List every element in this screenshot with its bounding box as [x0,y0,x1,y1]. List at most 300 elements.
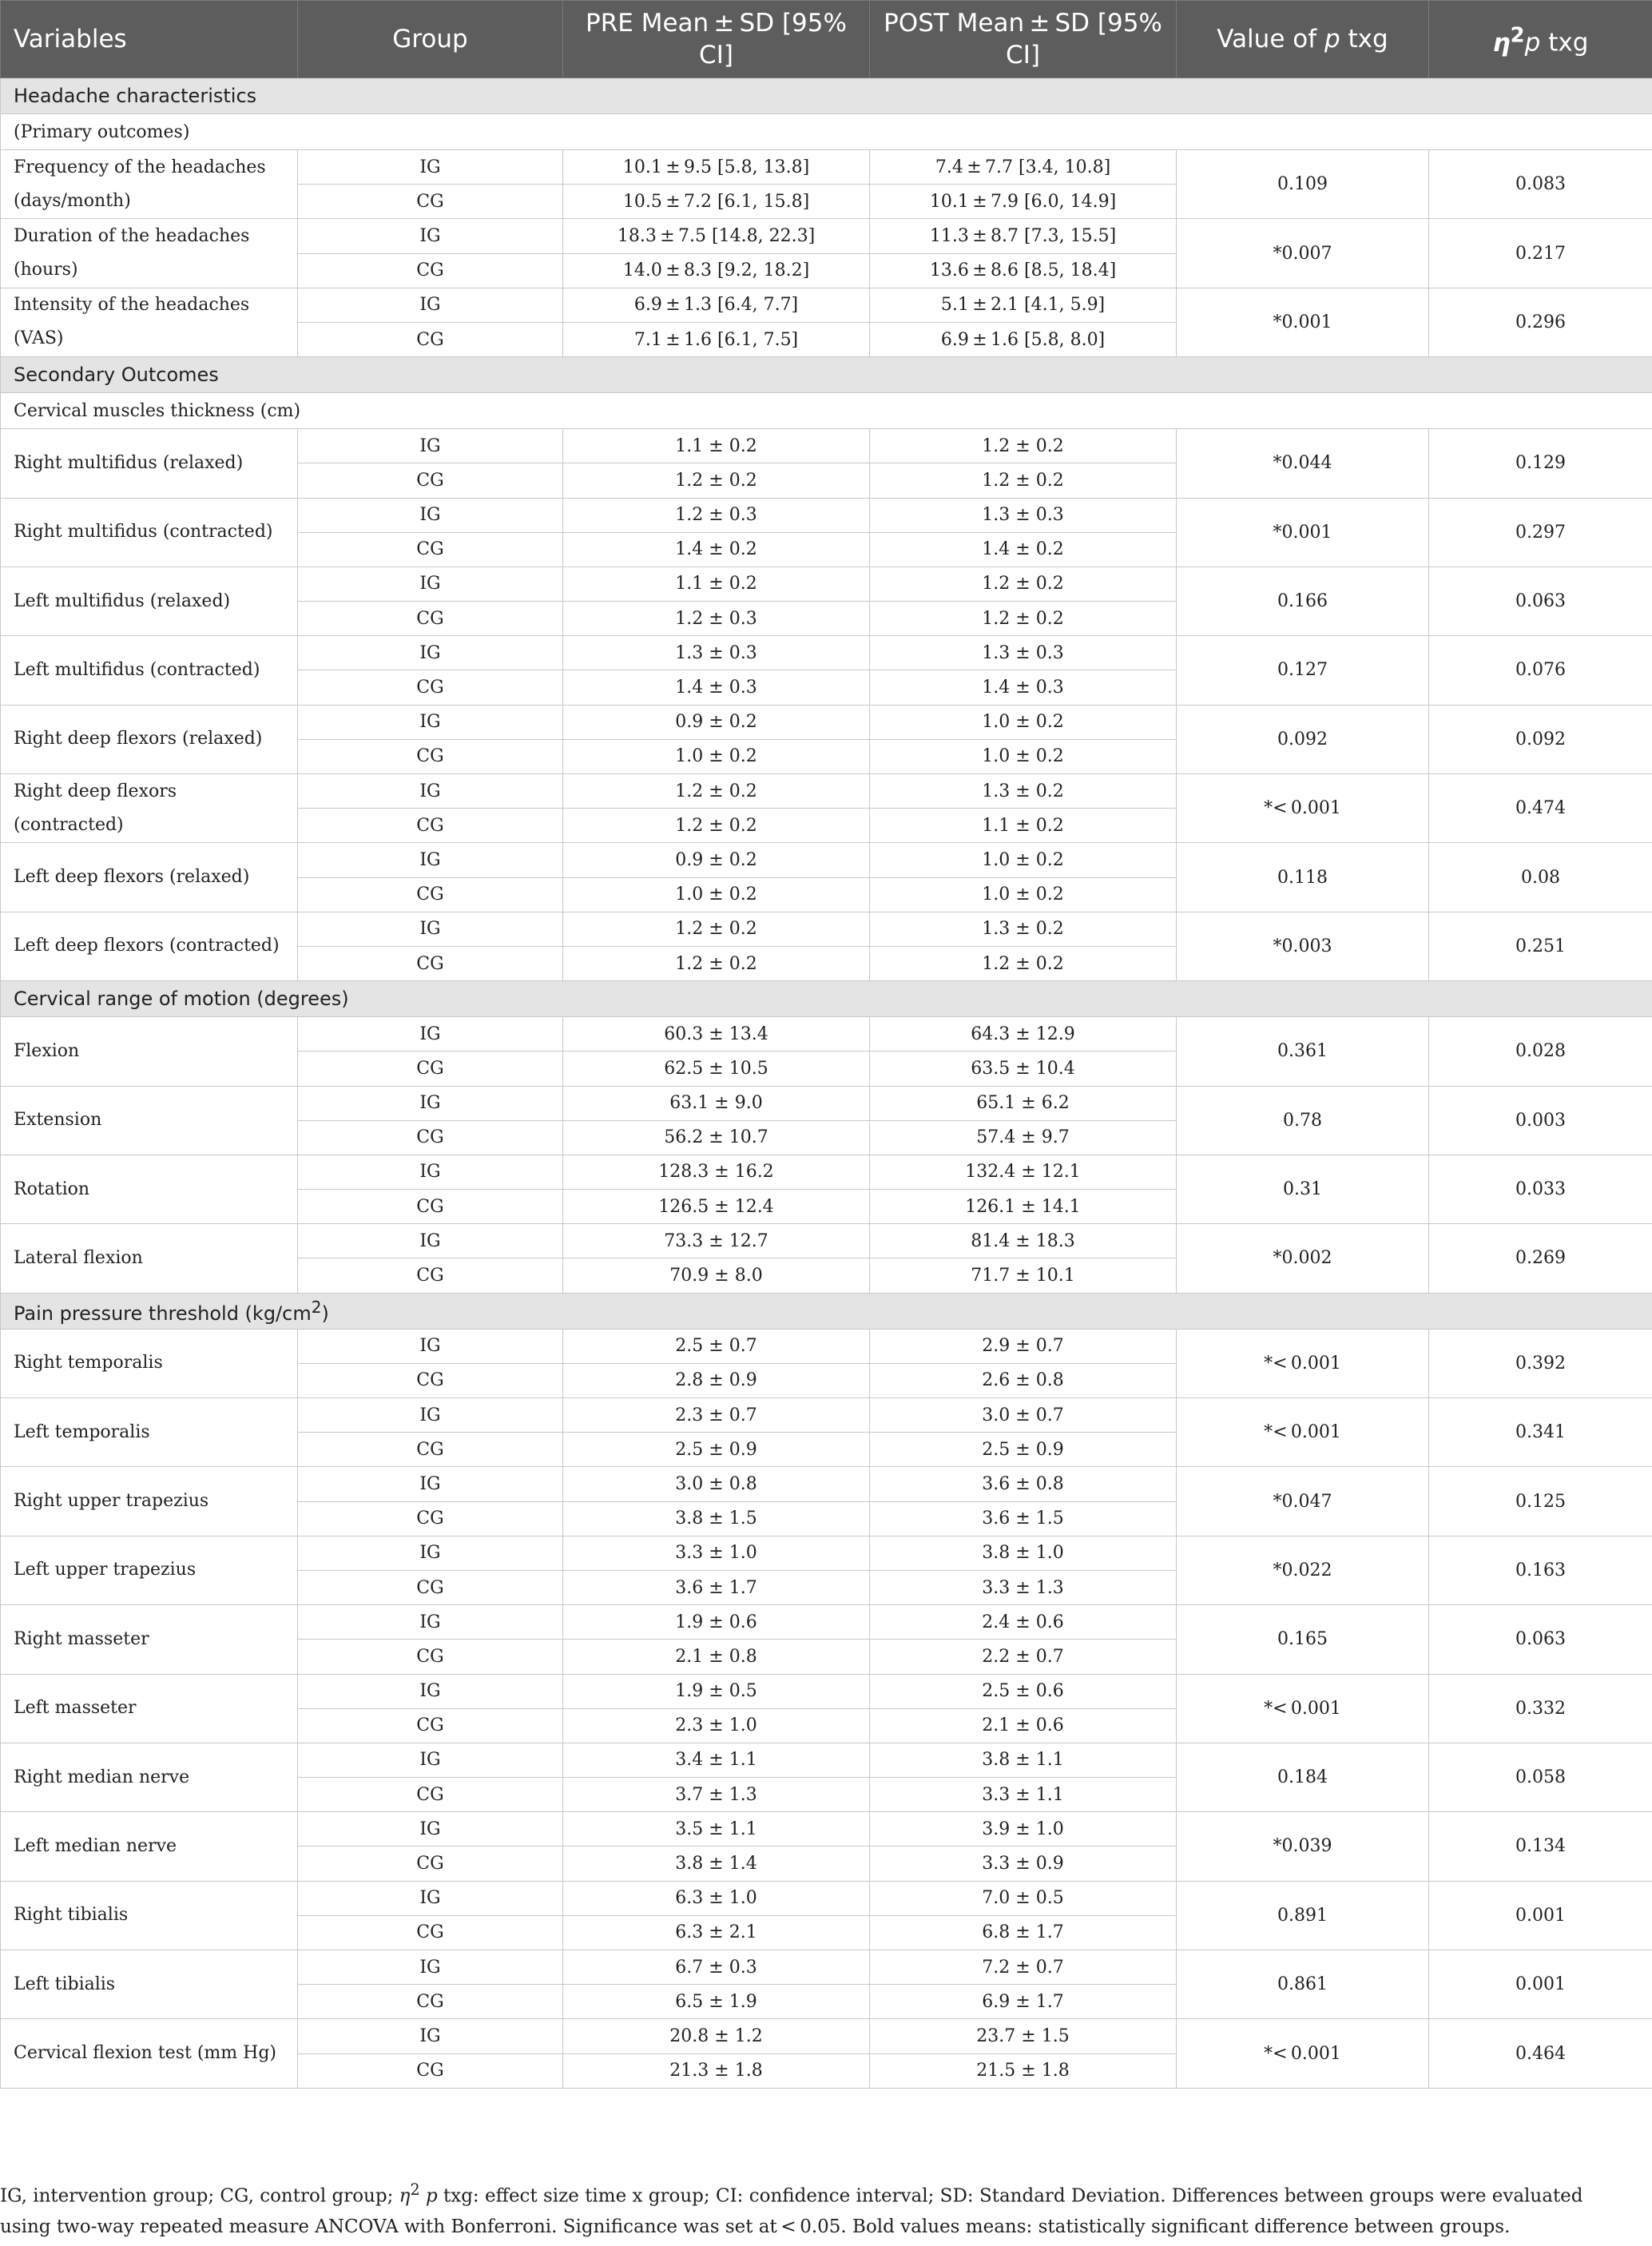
significance-marker: * [1273,1248,1282,1269]
post-value-cg: 2.1 ± 0.6 [870,1708,1177,1743]
post-value-ig: 7.2 ± 0.7 [870,1950,1177,1985]
variable-name: Left upper trapezius [1,1536,298,1604]
subsection-title: (Primary outcomes) [1,114,1652,150]
significance-marker: * [1273,1491,1282,1512]
variable-name: Left masseter [1,1674,298,1743]
section-title [1,981,1652,1017]
pre-value-ig: 18.3 ± 7.5 [14.8, 22.3] [563,219,870,253]
pre-value-cg: 1.2 ± 0.2 [563,463,870,498]
effect-size: 0.296 [1429,288,1652,356]
pre-value-cg: 2.8 ± 0.9 [563,1363,870,1397]
significance-marker: * [1273,453,1282,474]
effect-size: 0.001 [1429,1881,1652,1950]
pre-value-ig: 1.1 ± 0.2 [563,566,870,601]
post-value-ig: 1.2 ± 0.2 [870,429,1177,463]
p-value-text: 0.092 [1277,729,1328,749]
group-cg: CG [298,532,563,566]
post-value-ig: 64.3 ± 12.9 [870,1017,1177,1051]
post-value-cg: 1.0 ± 0.2 [870,877,1177,912]
header-pre: PRE Mean ± SD [95% CI] [563,1,870,78]
post-value-cg: 3.3 ± 1.1 [870,1778,1177,1812]
p-value [1177,1467,1429,1536]
pre-value-ig: 3.3 ± 1.0 [563,1536,870,1570]
effect-size: 0.392 [1429,1329,1652,1397]
p-value [1177,1398,1429,1467]
variable-name: Right temporalis [1,1329,298,1397]
post-value-ig: 1.2 ± 0.2 [870,566,1177,601]
post-value-cg: 1.2 ± 0.2 [870,946,1177,980]
group-cg: CG [298,253,563,288]
pre-value-ig: 0.9 ± 0.2 [563,843,870,877]
pre-value-cg: 6.5 ± 1.9 [563,1985,870,2019]
p-value-text: 0.31 [1283,1179,1322,1200]
p-value-text: < 0.001 [1273,1422,1341,1443]
variable-name: Extension [1,1086,298,1155]
effect-size: 0.297 [1429,498,1652,566]
pre-value-cg: 56.2 ± 10.7 [563,1120,870,1155]
post-value-cg: 1.4 ± 0.3 [870,670,1177,705]
table-row [1,705,1652,739]
effect-size: 0.003 [1429,1086,1652,1155]
effect-size: 0.464 [1429,2019,1652,2088]
group-cg: CG [298,1708,563,1743]
p-value-text: 0.165 [1277,1629,1328,1650]
pre-value-ig: 2.3 ± 0.7 [563,1398,870,1433]
group-cg: CG [298,739,563,773]
section-header-row [1,1293,1652,1329]
group-ig: IG [298,1398,563,1433]
group-cg: CG [298,1501,563,1536]
post-value-cg: 71.7 ± 10.1 [870,1258,1177,1293]
group-cg: CG [298,1846,563,1881]
pre-value-cg: 14.0 ± 8.3 [9.2, 18.2] [563,253,870,288]
group-cg: CG [298,1433,563,1467]
post-value-cg: 1.0 ± 0.2 [870,739,1177,773]
pre-value-cg: 3.8 ± 1.4 [563,1846,870,1881]
variable-name: Duration of the headaches (hours) [1,219,298,288]
post-value-ig: 3.6 ± 0.8 [870,1467,1177,1501]
pre-value-cg: 126.5 ± 12.4 [563,1190,870,1224]
effect-size: 0.129 [1429,429,1652,498]
group-ig: IG [298,566,563,601]
significance-marker: * [1273,1560,1282,1580]
post-value-cg: 3.3 ± 0.9 [870,1846,1177,1881]
p-value-text: 0.127 [1277,660,1328,681]
p-value [1177,1812,1429,1881]
table-footnote: IG, intervention group; CG, control group; $\eta^2$ p txg: effect size time x group; CI: confidence interval; SD: Standard Deviation. Differences between groups were evaluated using two-way repeated measure ANCOVA with Bonferroni. Significance was set at < 0.05. Bold values means: statistically significant difference between groups. [0,2180,1583,2237]
group-ig: IG [298,774,563,809]
p-value [1177,636,1429,705]
p-value-text: < 0.001 [1273,1698,1341,1719]
pre-value-ig: 0.9 ± 0.2 [563,705,870,739]
post-value-ig: 23.7 ± 1.5 [870,2019,1177,2053]
group-ig: IG [298,2019,563,2053]
group-cg: CG [298,809,563,843]
significance-marker: * [1264,1698,1273,1719]
variable-name: Lateral flexion [1,1224,298,1293]
group-ig: IG [298,636,563,670]
section-header-row [1,357,1652,393]
pre-value-cg: 6.3 ± 2.1 [563,1915,870,1950]
pre-value-ig: 60.3 ± 13.4 [563,1017,870,1051]
p-value-text: 0.891 [1277,1905,1328,1926]
post-value-ig: 3.8 ± 1.1 [870,1743,1177,1777]
p-value-text: 0.039 [1281,1836,1332,1857]
pre-value-ig: 3.4 ± 1.1 [563,1743,870,1777]
group-ig: IG [298,1329,563,1363]
section-title [1,1293,1652,1329]
effect-size: 0.076 [1429,636,1652,705]
post-value-cg: 2.2 ± 0.7 [870,1640,1177,1674]
effect-size: 0.217 [1429,219,1652,288]
group-ig: IG [298,498,563,532]
variable-name: Left temporalis [1,1398,298,1467]
group-cg: CG [298,2053,563,2088]
effect-size: 0.332 [1429,1674,1652,1743]
significance-marker: * [1264,1353,1273,1373]
p-value-text: 0.361 [1277,1041,1328,1062]
post-value-ig: 1.0 ± 0.2 [870,705,1177,739]
header-pvalue: Value of p txg [1177,1,1429,78]
p-value-text: 0.861 [1277,1974,1328,1995]
table-row [1,1950,1652,1985]
group-ig: IG [298,1017,563,1051]
effect-size: 0.251 [1429,912,1652,980]
post-value-cg: 1.2 ± 0.2 [870,602,1177,636]
post-value-ig: 1.3 ± 0.2 [870,912,1177,946]
post-value-cg: 1.4 ± 0.2 [870,532,1177,566]
post-value-ig: 1.3 ± 0.3 [870,498,1177,532]
p-value-text: 0.047 [1281,1491,1332,1512]
pre-value-cg: 2.1 ± 0.8 [563,1640,870,1674]
pre-value-cg: 1.2 ± 0.2 [563,946,870,980]
variable-name: Intensity of the headaches (VAS) [1,288,298,356]
pre-value-cg: 2.3 ± 1.0 [563,1708,870,1743]
table-row [1,1224,1652,1258]
table-row [1,498,1652,532]
table-row [1,2019,1652,2053]
post-value-ig: 2.9 ± 0.7 [870,1329,1177,1363]
pre-value-cg: 7.1 ± 1.6 [6.1, 7.5] [563,322,870,356]
pre-value-ig: 6.3 ± 1.0 [563,1881,870,1915]
group-ig: IG [298,1467,563,1501]
pre-value-ig: 1.2 ± 0.3 [563,498,870,532]
section-title [1,357,1652,393]
subsection-title: Cervical muscles thickness (cm) [1,393,1652,429]
post-value-cg: 6.9 ± 1.6 [5.8, 8.0] [870,322,1177,356]
post-value-cg: 3.6 ± 1.5 [870,1501,1177,1536]
group-cg: CG [298,1570,563,1604]
variable-name: Frequency of the headaches (days/month) [1,150,298,219]
section-title-text: Headache characteristics [14,85,257,107]
pre-value-ig: 2.5 ± 0.7 [563,1329,870,1363]
table-body [1,78,1652,2089]
table-row [1,1743,1652,1777]
p-value-text: < 0.001 [1273,1353,1341,1373]
header-eta: $\eta^2p$ txg [1429,1,1652,78]
post-value-cg: 6.8 ± 1.7 [870,1915,1177,1950]
post-value-ig: 3.0 ± 0.7 [870,1398,1177,1433]
p-value-text: < 0.001 [1273,2043,1341,2064]
p-value-text: 0.044 [1281,453,1332,474]
post-value-ig: 1.3 ± 0.3 [870,636,1177,670]
post-value-cg: 6.9 ± 1.7 [870,1985,1177,2019]
p-value [1177,429,1429,498]
post-value-ig: 2.5 ± 0.6 [870,1674,1177,1708]
table-row [1,1674,1652,1708]
table-row [1,1155,1652,1189]
variable-name: Right multifidus (contracted) [1,498,298,566]
p-value-text: 0.001 [1281,522,1332,543]
group-ig: IG [298,1743,563,1777]
section-title [1,78,1652,114]
group-cg: CG [298,1778,563,1812]
effect-size: 0.058 [1429,1743,1652,1811]
variable-name: Left multifidus (contracted) [1,636,298,705]
section-header-row [1,981,1652,1017]
table-row [1,429,1652,463]
p-value [1177,1881,1429,1950]
pre-value-cg: 2.5 ± 0.9 [563,1433,870,1467]
pre-value-ig: 20.8 ± 1.2 [563,2019,870,2053]
significance-marker: * [1264,1422,1273,1443]
header-post: POST Mean ± SD [95% CI] [870,1,1177,78]
table-row [1,1398,1652,1433]
table-row [1,1086,1652,1120]
variable-name: Right tibialis [1,1881,298,1950]
pre-value-ig: 3.5 ± 1.1 [563,1812,870,1846]
group-ig: IG [298,1812,563,1846]
group-cg: CG [298,463,563,498]
p-value [1177,774,1429,843]
p-value-text: 0.002 [1281,1248,1332,1269]
significance-marker: * [1273,243,1282,264]
table-row [1,636,1652,670]
variable-name: Right deep flexors (contracted) [1,774,298,843]
p-value [1177,1017,1429,1086]
table-row [1,843,1652,877]
p-value-text: 0.003 [1281,936,1332,956]
group-ig: IG [298,843,563,877]
table-row [1,150,1652,185]
post-value-cg: 3.3 ± 1.3 [870,1570,1177,1604]
p-value-text: 0.78 [1283,1110,1322,1131]
pre-value-ig: 10.1 ± 9.5 [5.8, 13.8] [563,150,870,185]
group-cg: CG [298,1258,563,1293]
table-row [1,1812,1652,1846]
p-value [1177,1536,1429,1604]
variable-name: Left median nerve [1,1812,298,1881]
group-ig: IG [298,150,563,185]
post-value-cg: 63.5 ± 10.4 [870,1051,1177,1086]
pre-value-ig: 3.0 ± 0.8 [563,1467,870,1501]
group-cg: CG [298,946,563,980]
pre-value-cg: 1.4 ± 0.3 [563,670,870,705]
table-row [1,1536,1652,1570]
effect-size: 0.125 [1429,1467,1652,1536]
section-title-text: Pain pressure threshold (kg/cm [14,1302,312,1325]
p-value-text: 0.118 [1277,867,1328,888]
pre-value-cg: 3.8 ± 1.5 [563,1501,870,1536]
post-value-cg: 1.2 ± 0.2 [870,463,1177,498]
pre-value-ig: 1.2 ± 0.2 [563,912,870,946]
subsection-row [1,393,1652,429]
p-value [1177,1329,1429,1397]
effect-size: 0.08 [1429,843,1652,912]
group-ig: IG [298,429,563,463]
variable-name: Cervical flexion test (mm Hg) [1,2019,298,2088]
header-variables: Variables [1,1,298,78]
post-value-cg: 2.5 ± 0.9 [870,1433,1177,1467]
post-value-cg: 2.6 ± 0.8 [870,1363,1177,1397]
p-value [1177,2019,1429,2088]
post-value-ig: 65.1 ± 6.2 [870,1086,1177,1120]
pre-value-cg: 1.2 ± 0.2 [563,809,870,843]
variable-name: Flexion [1,1017,298,1086]
p-value [1177,1743,1429,1811]
pre-value-cg: 1.2 ± 0.3 [563,602,870,636]
pre-value-ig: 6.7 ± 0.3 [563,1950,870,1985]
variable-name: Right upper trapezius [1,1467,298,1536]
group-ig: IG [298,1950,563,1985]
post-value-ig: 132.4 ± 12.1 [870,1155,1177,1189]
post-value-ig: 7.4 ± 7.7 [3.4, 10.8] [870,150,1177,185]
pre-value-cg: 10.5 ± 7.2 [6.1, 15.8] [563,185,870,219]
p-value [1177,498,1429,566]
post-value-ig: 2.4 ± 0.6 [870,1605,1177,1640]
pre-value-cg: 1.0 ± 0.2 [563,739,870,773]
section-header-row [1,78,1652,114]
significance-marker: * [1273,1836,1282,1857]
variable-name: Right deep flexors (relaxed) [1,705,298,773]
variable-name: Left deep flexors (contracted) [1,912,298,980]
variable-name: Right multifidus (relaxed) [1,429,298,498]
p-value-text: 0.166 [1277,591,1328,612]
pre-value-cg: 3.7 ± 1.3 [563,1778,870,1812]
significance-marker: * [1273,312,1282,332]
post-value-ig: 3.8 ± 1.0 [870,1536,1177,1570]
pre-value-ig: 1.1 ± 0.2 [563,429,870,463]
effect-size: 0.163 [1429,1536,1652,1604]
p-value [1177,219,1429,288]
group-ig: IG [298,1155,563,1189]
table-row [1,1017,1652,1051]
post-value-cg: 21.5 ± 1.8 [870,2053,1177,2088]
significance-marker: * [1264,798,1273,819]
section-title-tail: ) [321,1302,329,1325]
table-row [1,1329,1652,1363]
pre-value-ig: 6.9 ± 1.3 [6.4, 7.7] [563,288,870,322]
section-title-text: Cervical range of motion (degrees) [14,988,349,1011]
effect-size: 0.092 [1429,705,1652,773]
group-cg: CG [298,877,563,912]
table-row [1,774,1652,809]
post-value-cg: 10.1 ± 7.9 [6.0, 14.9] [870,185,1177,219]
group-cg: CG [298,1363,563,1397]
group-ig: IG [298,1536,563,1570]
pre-value-cg: 62.5 ± 10.5 [563,1051,870,1086]
effect-size: 0.341 [1429,1398,1652,1467]
table-row [1,912,1652,946]
p-value [1177,843,1429,912]
table-row [1,566,1652,601]
post-value-cg: 57.4 ± 9.7 [870,1120,1177,1155]
p-value-text: 0.001 [1281,312,1332,332]
pre-value-cg: 3.6 ± 1.7 [563,1570,870,1604]
p-value [1177,150,1429,219]
post-value-ig: 5.1 ± 2.1 [4.1, 5.9] [870,288,1177,322]
group-cg: CG [298,602,563,636]
section-title-text: Secondary Outcomes [14,364,219,387]
group-ig: IG [298,1881,563,1915]
post-value-ig: 1.3 ± 0.2 [870,774,1177,809]
header-group: Group [298,1,563,78]
p-value-text: 0.022 [1281,1560,1332,1580]
effect-size: 0.269 [1429,1224,1652,1293]
pre-value-cg: 1.4 ± 0.2 [563,532,870,566]
p-value [1177,1224,1429,1293]
group-ig: IG [298,705,563,739]
post-value-ig: 11.3 ± 8.7 [7.3, 15.5] [870,219,1177,253]
variable-name: Left tibialis [1,1950,298,2019]
p-value [1177,912,1429,980]
group-cg: CG [298,670,563,705]
pre-value-ig: 73.3 ± 12.7 [563,1224,870,1258]
post-value-ig: 7.0 ± 0.5 [870,1881,1177,1915]
group-ig: IG [298,1086,563,1120]
post-value-cg: 13.6 ± 8.6 [8.5, 18.4] [870,253,1177,288]
effect-size: 0.063 [1429,566,1652,635]
post-value-ig: 1.0 ± 0.2 [870,843,1177,877]
p-value [1177,1950,1429,2019]
group-cg: CG [298,185,563,219]
section-title-sup: 2 [311,1297,322,1317]
group-ig: IG [298,1674,563,1708]
group-cg: CG [298,1985,563,2019]
significance-marker: * [1264,2043,1273,2064]
post-value-ig: 81.4 ± 18.3 [870,1224,1177,1258]
variable-name: Right masseter [1,1605,298,1674]
pre-value-ig: 63.1 ± 9.0 [563,1086,870,1120]
variable-name: Left deep flexors (relaxed) [1,843,298,912]
subsection-row [1,114,1652,150]
post-value-ig: 3.9 ± 1.0 [870,1812,1177,1846]
group-ig: IG [298,912,563,946]
p-value [1177,705,1429,773]
header-row [1,1,1652,78]
group-cg: CG [298,322,563,356]
table-row [1,219,1652,253]
effect-size: 0.134 [1429,1812,1652,1881]
effect-size: 0.033 [1429,1155,1652,1223]
pre-value-cg: 1.0 ± 0.2 [563,877,870,912]
p-value [1177,1674,1429,1743]
effect-size: 0.001 [1429,1950,1652,2019]
pre-value-ig: 128.3 ± 16.2 [563,1155,870,1189]
effect-size: 0.474 [1429,774,1652,843]
significance-marker: * [1273,522,1282,543]
pre-value-cg: 21.3 ± 1.8 [563,2053,870,2088]
effect-size: 0.083 [1429,150,1652,219]
group-ig: IG [298,1605,563,1640]
variable-name: Left multifidus (relaxed) [1,566,298,635]
p-value [1177,1155,1429,1223]
group-cg: CG [298,1640,563,1674]
variable-name: Right median nerve [1,1743,298,1811]
p-value-text: 0.109 [1277,174,1328,195]
group-ig: IG [298,288,563,322]
pre-value-cg: 70.9 ± 8.0 [563,1258,870,1293]
